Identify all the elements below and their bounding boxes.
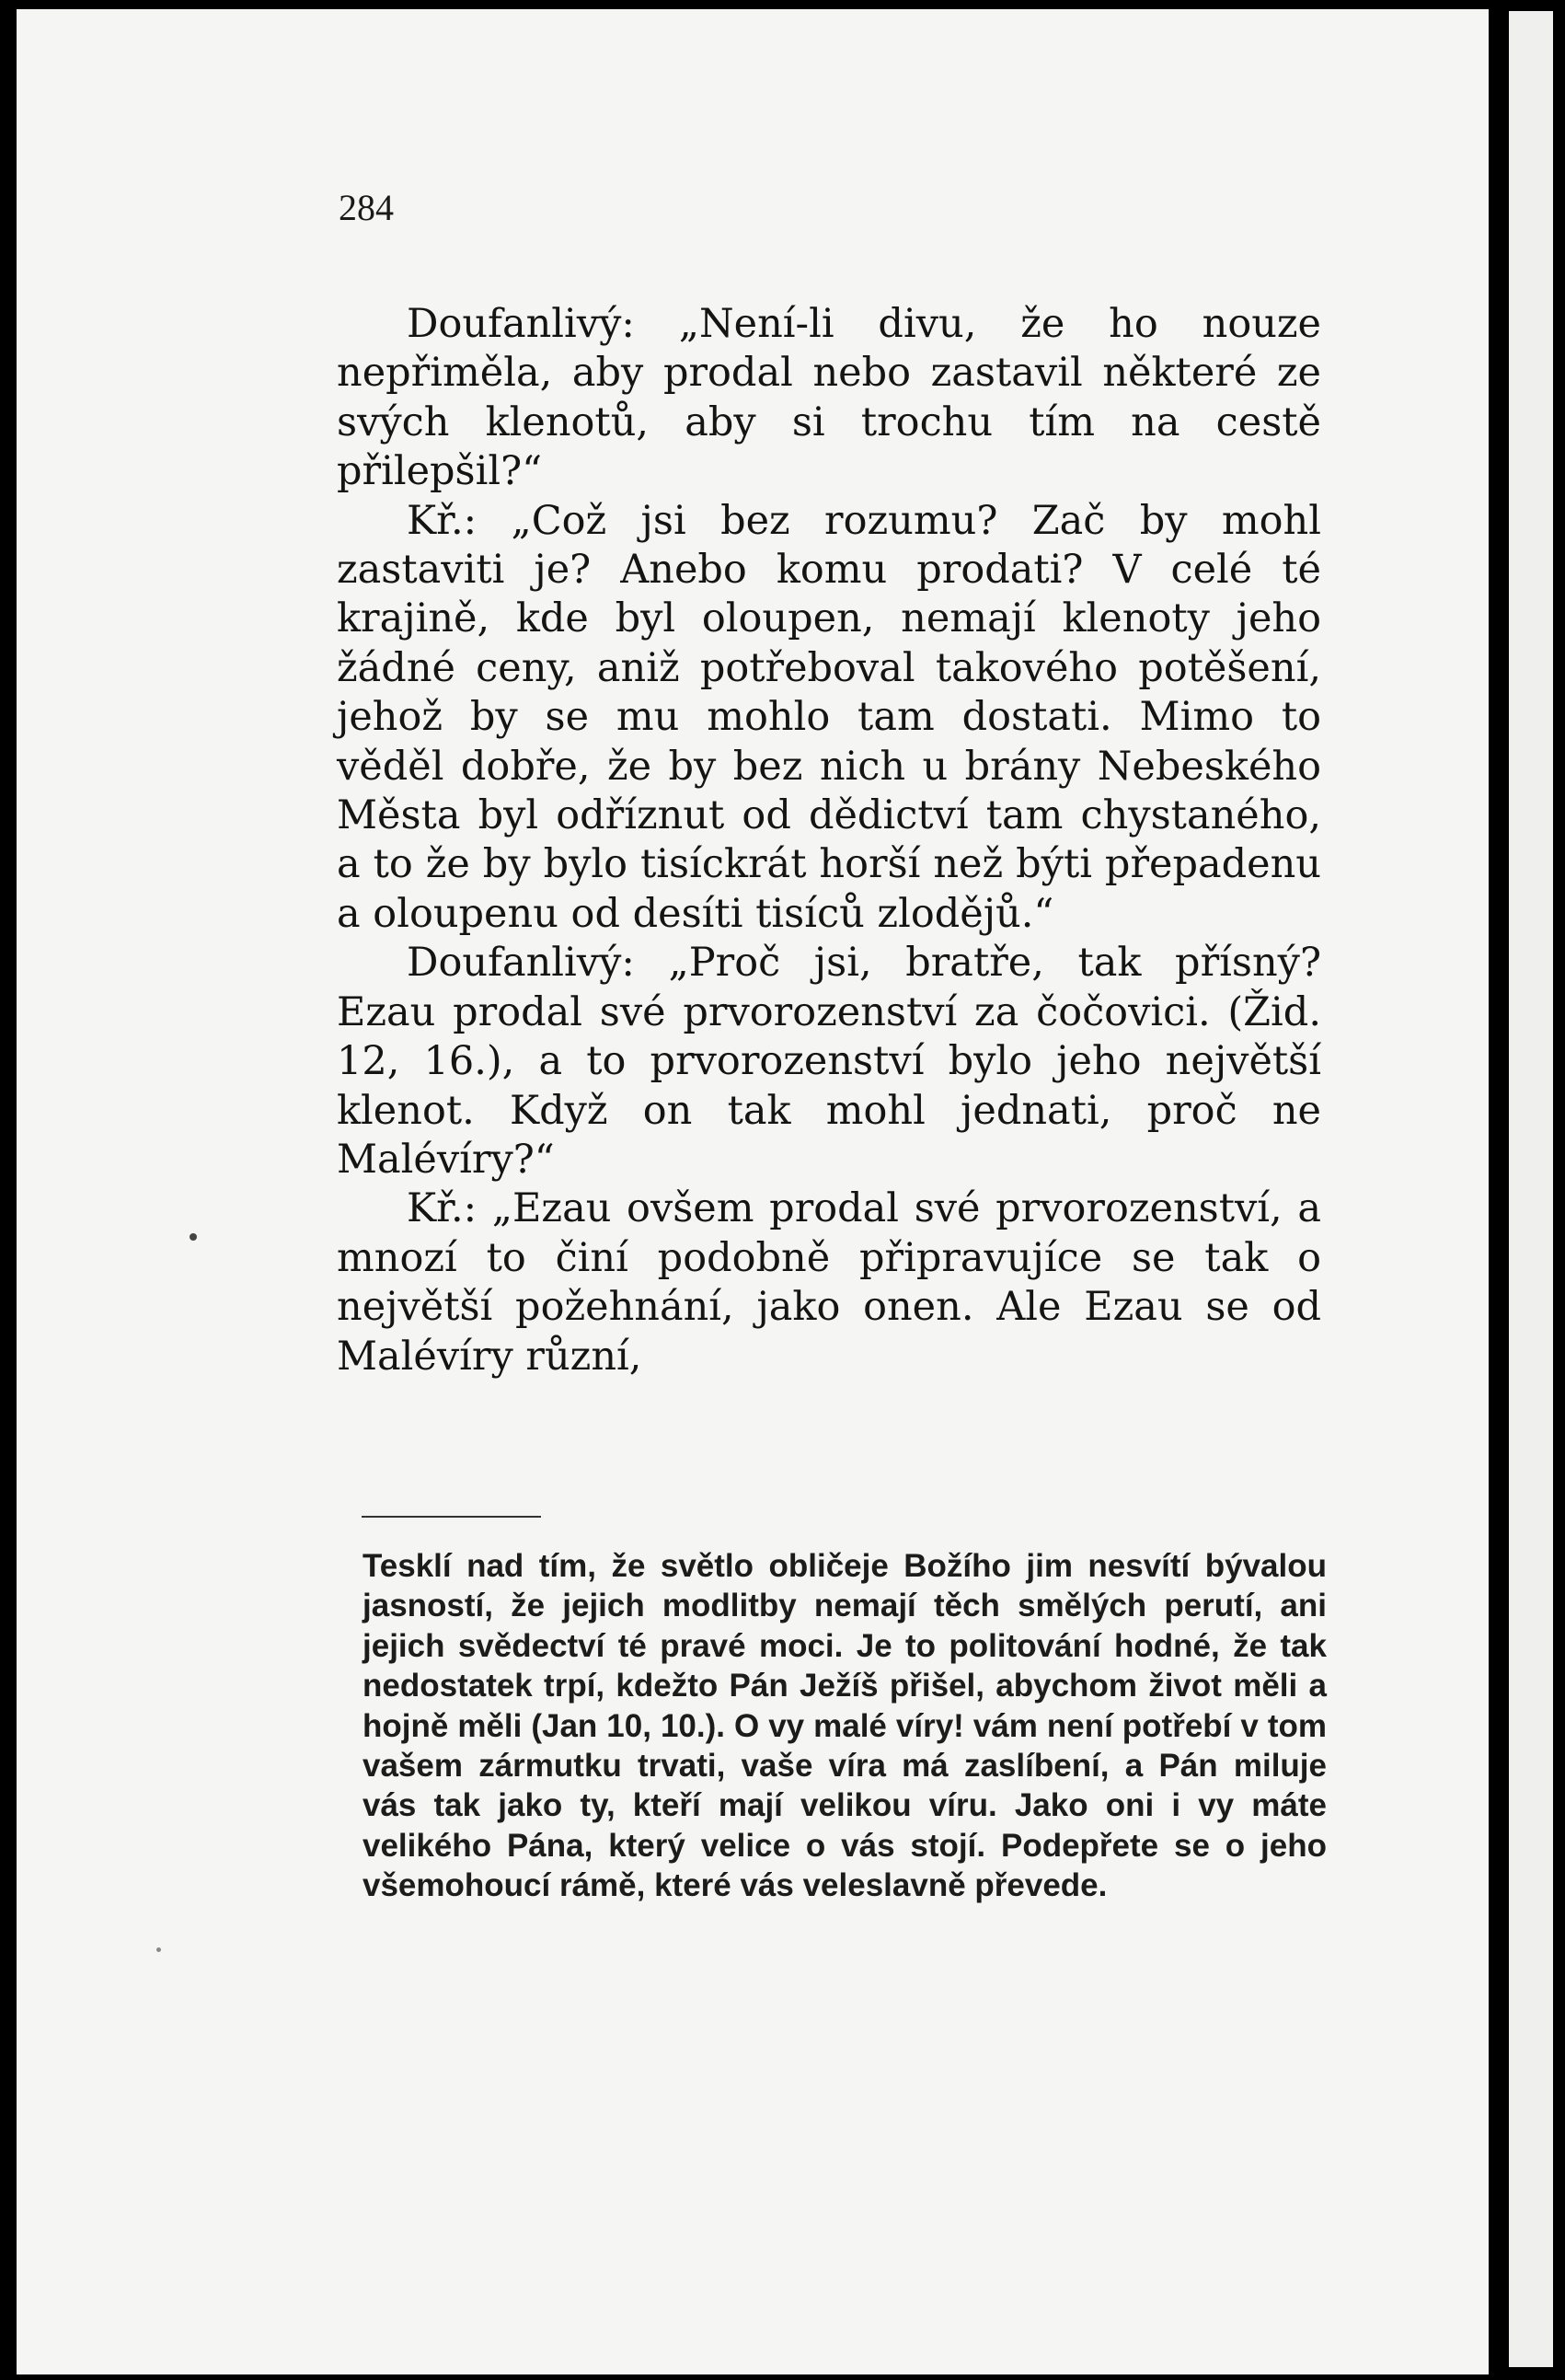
footnote-divider	[362, 1516, 541, 1518]
page-number: 284	[339, 187, 394, 228]
main-text	[337, 300, 1321, 1381]
paragraph: Kř.: „Což jsi bez rozumu? Zač by mohl zastaviti je? Anebo komu prodati? V celé té krajině, kde byl oloupen, nemají klenoty jeho žádné ceny, aniž potřeboval takového potěšení, jehož by se mu mohlo tam dostati. Mimo to věděl dobře, že by bez nich u brány Nebeského Města byl odříznut od dědictví tam chystaného, a to že by bylo tisíckrát horší než býti přepadenu a oloupenu od desíti tisíců zlodějů.“	[337, 497, 1321, 937]
scan-speck	[190, 1233, 197, 1241]
paragraph: Doufanlivý: „Není-li divu, že ho nouze nepřiměla, aby prodal nebo zastavil některé ze svých klenotů, aby si trochu tím na cestě přilepšil?“	[337, 301, 1321, 495]
footnote-text: Tesklí nad tím, že světlo obličeje Božího jim nesvítí bývalou jasností, že jejich modlitby nemají těch smělých perutí, ani jejich svědectví té pravé moci. Je to politování hodné, že tak nedostatek trpí, kdežto Pán Ježíš přišel, abychom život měli a hojně měli (Jan 10, 10.). O vy malé víry! vám není potřebí v tom vašem zármutku trvati, vaše víra má zaslíbení, a Pán miluje vás tak jako ty, kteří mají velikou víru. Jako oni i vy máte velikého Pána, který velice o vás stojí. Podepřete se o jeho všemohoucí rámě, které vás veleslavně převede.	[362, 1548, 1327, 1904]
footnote	[362, 1546, 1327, 1906]
book-page	[17, 9, 1489, 2374]
scan-edge	[1509, 11, 1553, 2367]
scan-speck	[156, 1947, 161, 1952]
paragraph: Kř.: „Ezau ovšem prodal své prvorozenství, a mnozí to činí podobně připravujíce se tak o největší požehnání, jako onen. Ale Ezau se od Malévíry různí,	[337, 1185, 1321, 1380]
paragraph: Doufanlivý: „Proč jsi, bratře, tak přísný? Ezau prodal své prvorozenství za čočovici. (Žid. 12, 16.), a to prvorozenství bylo jeho největší klenot. Když on tak mohl jednati, proč ne Malévíry?“	[337, 940, 1321, 1183]
